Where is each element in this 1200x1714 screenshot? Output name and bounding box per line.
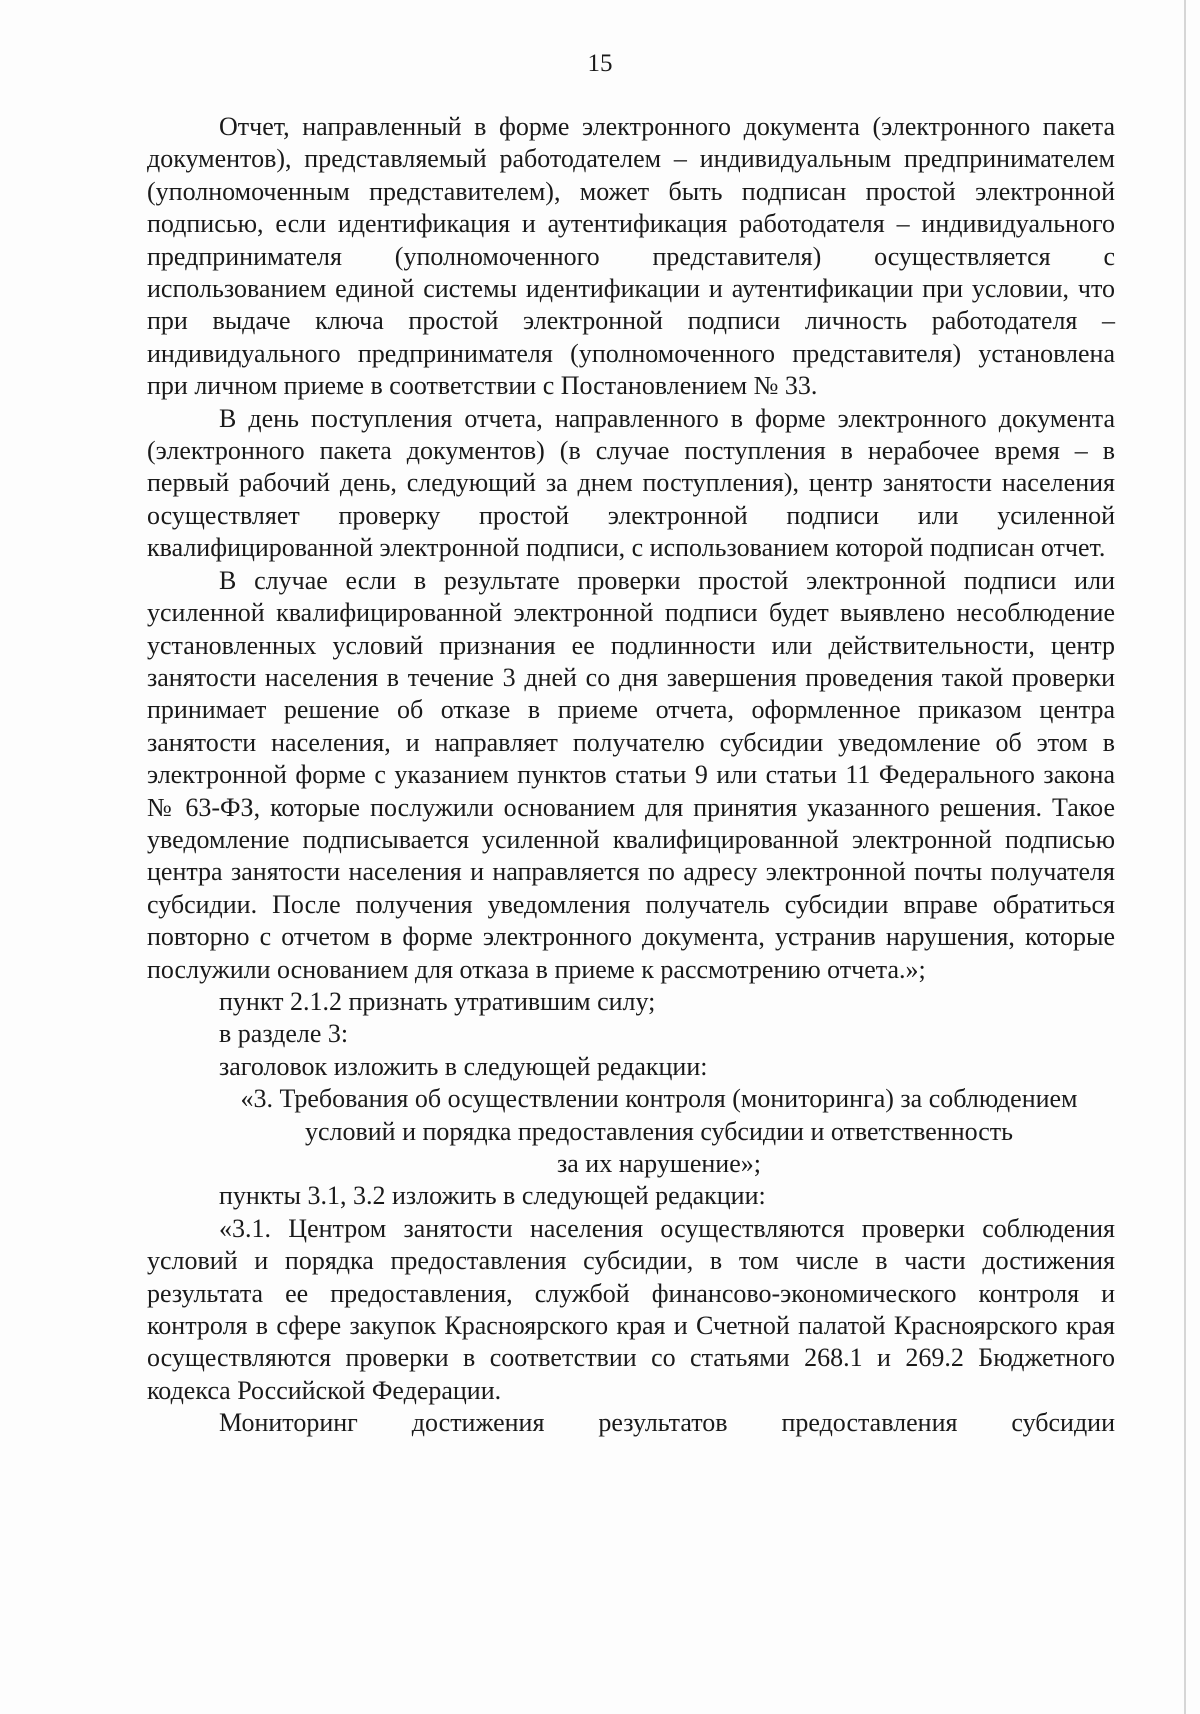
section-heading-line-3: за их нарушение»;	[557, 1149, 761, 1178]
line-items-3-1-3-2: пункты 3.1, 3.2 изложить в следующей редакции:	[219, 1181, 766, 1211]
line-heading-intro: заголовок изложить в следующей редакции:	[219, 1051, 708, 1081]
paragraph-signature-check: В день поступления отчета, направленного в форме электронного документа (электронного пакета документов) (в случае поступления в нерабочее время – в первый рабочий день, следующий за днем поступления), центр занятости населения осуществляет проверку простой электронной подписи или усиленной квалифицированной электронной подписи, с использованием которой подписан отчет.	[147, 403, 1115, 563]
page-number: 15	[587, 50, 613, 77]
section-heading-line-2: условий и порядка предоставления субсидии и ответственность	[304, 1116, 1014, 1146]
paragraph-report-signature: Отчет, направленный в форме электронного документа (электронного пакета документов), представляемый работодателем – индивидуальным предпринимателем (уполномоченным представителем), может быть подписан простой электронной подписью, если идентификация и аутентификация работодателя – индивидуального предпринимателя (уполномоченного представителя) осуществляется с использованием единой системы идентификации и аутентификации при условии, что при выдаче ключа простой электронной подписи личность работодателя – индивидуального предпринимателя (уполномоченного представителя) установлена при личном приеме в соответствии с Постановлением № 33.	[147, 112, 1115, 401]
paragraph-3-1: «3.1. Центром занятости населения осуществляются проверки соблюдения условий и порядка предоставления субсидии, в том числе в части достижения результата ее предоставления, службой финансово-экономического контроля и контроля в сфере закупок Красноярского края и Счетной палатой Красноярского края осуществляются проверки в соответствии со статьями 268.1 и 269.2 Бюджетного кодекса Российской Федерации.	[147, 1213, 1115, 1405]
section-heading-line-1: «3. Требования об осуществлении контроля (мониторинга) за соблюдением	[240, 1084, 1078, 1114]
paragraph-monitoring: Мониторинг достижения результатов предоставления субсидии	[219, 1408, 1115, 1438]
line-item-2-1-2: пункт 2.1.2 признать утратившим силу;	[219, 986, 656, 1016]
section-heading	[147, 1083, 1115, 1180]
page-edge-line	[1184, 0, 1186, 1714]
line-section-3: в разделе 3:	[219, 1019, 349, 1049]
document-body	[147, 111, 1115, 1440]
paragraph-refusal: В случае если в результате проверки простой электронной подписи или усиленной квалифицированной электронной подписи будет выявлено несоблюдение установленных условий признания ее подлинности или действительности, центр занятости населения в течение 3 дней со дня завершения проведения такой проверки принимает решение об отказе в приеме отчета, оформленное приказом центра занятости населения, и направляет получателю субсидии уведомление об этом в электронной форме с указанием пунктов статьи 9 или статьи 11 Федерального закона № 63-ФЗ, которые послужили основанием для принятия указанного решения. Такое уведомление подписывается усиленной квалифицированной электронной подписью центра занятости населения и направляется по адресу электронной почты получателя субсидии. После получения уведомления получатель субсидии вправе обратиться повторно с отчетом в форме электронного документа, устранив нарушения, которые послужили основанием для отказа в приеме к рассмотрению отчета.»;	[147, 565, 1115, 984]
